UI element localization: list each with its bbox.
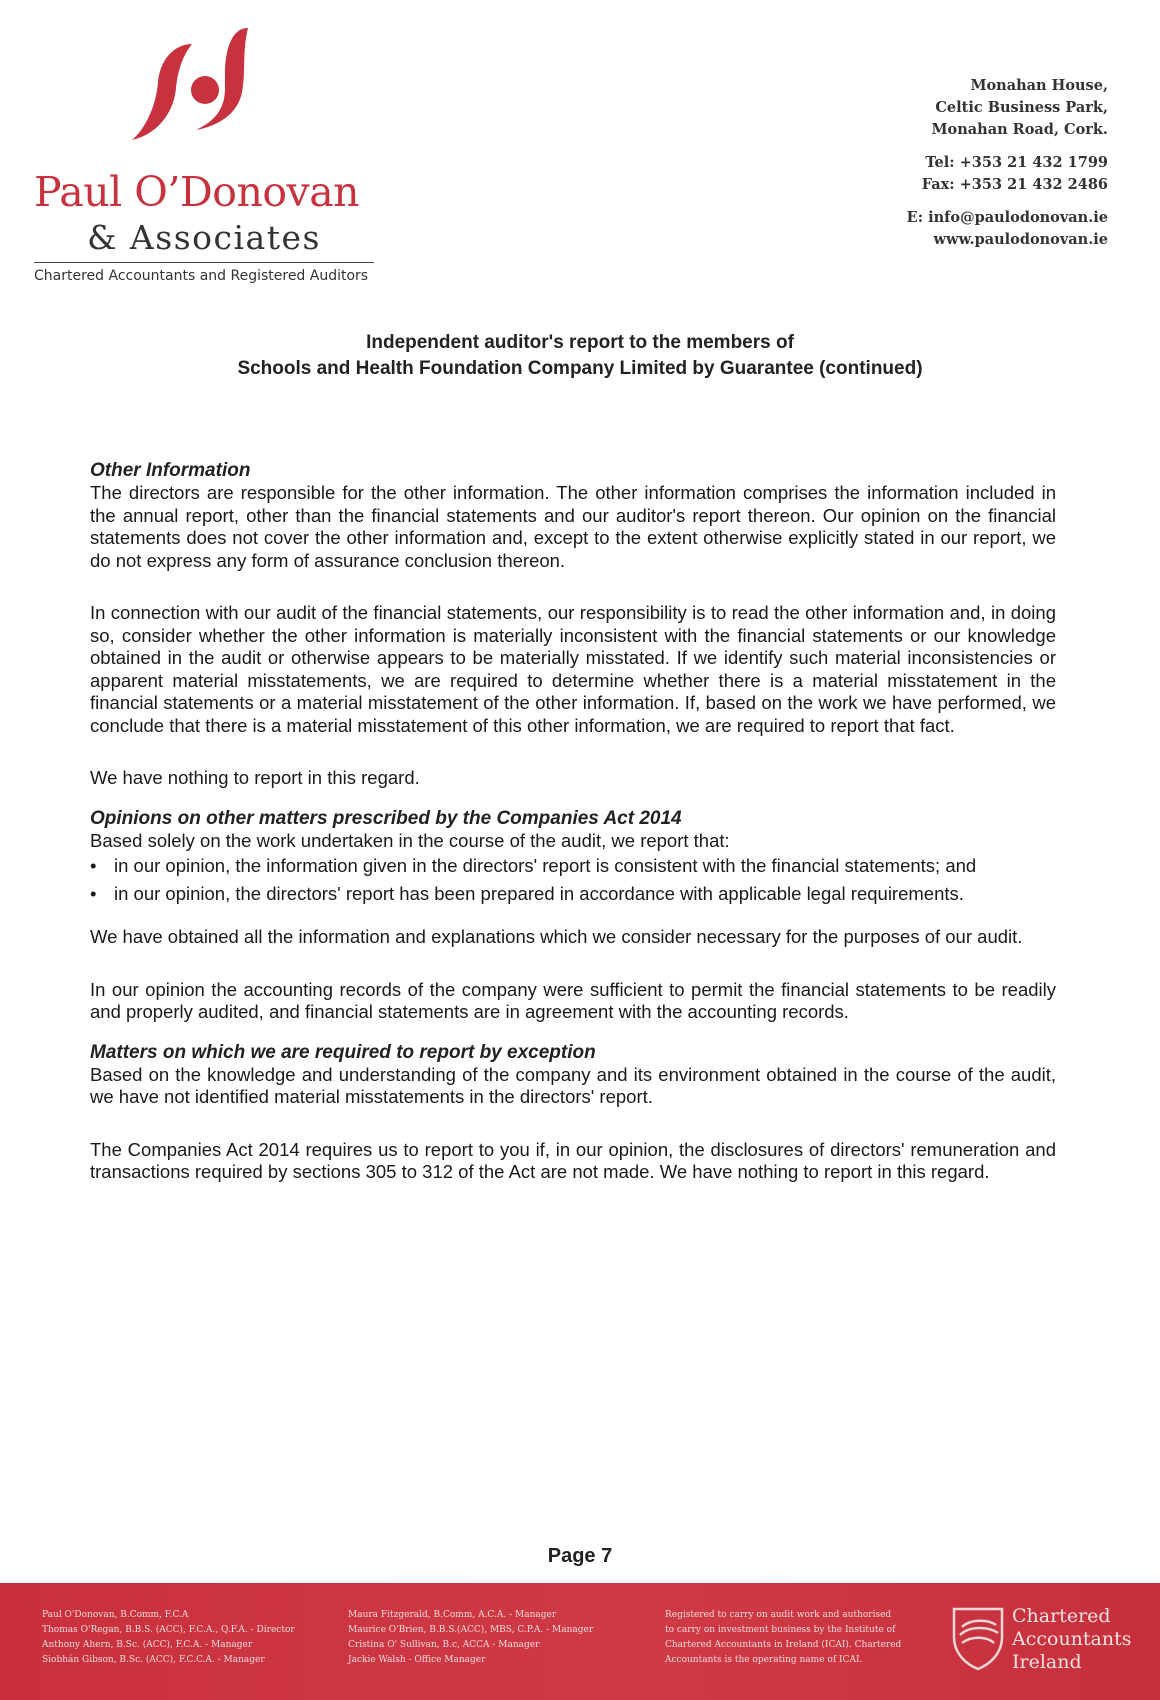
footer-partners-column xyxy=(42,1608,295,1668)
footer-line: Thomas O'Regan, B.B.S. (ACC), F.C.A., Q.F.A. - Director xyxy=(42,1625,295,1635)
footer-line: Siobhán Gibson, B.Sc. (ACC), F.C.C.A. - Manager xyxy=(42,1655,265,1665)
fax: Fax: +353 21 432 2486 xyxy=(921,176,1108,193)
report-body xyxy=(90,460,1056,1184)
heading-other-information: Other Information xyxy=(90,460,251,481)
footer-line: Maura Fitzgerald, B.Comm, A.C.A. - Manager xyxy=(348,1610,557,1620)
footer-line: Anthony Ahern, B.Sc. (ACC), F.C.A. - Manager xyxy=(42,1640,253,1650)
paragraph: In connection with our audit of the financial statements, our responsibility is to read the other information and, in doing so, consider whether the other information is materially inconsistent with the financial statements or our knowledge obtained in the audit or otherwise appears to be materially misstated. If we identify such material inconsistencies or apparent material misstatements, we are required to determine whether there is a material misstatement in the financial statements or a material misstatement of the other information. If, based on the work we have performed, we conclude that there is a material misstatement of this other information, we are required to report that fact. xyxy=(90,602,1056,736)
footer-line: to carry on investment business by the Institute of xyxy=(665,1625,896,1635)
report-title-line-1: Independent auditor's report to the members of xyxy=(366,332,794,353)
firm-subtitle: & Associates xyxy=(87,218,321,257)
footer-line: Accountants is the operating name of ICAI. xyxy=(665,1655,863,1665)
footer-line: Chartered Accountants in Ireland (ICAI). Chartered xyxy=(665,1640,902,1650)
pod-logo-icon xyxy=(130,22,270,162)
page-number: Page 7 xyxy=(547,1545,613,1567)
paragraph: The Companies Act 2014 requires us to report to you if, in our opinion, the disclosures of directors' remuneration and transactions required by sections 305 to 312 of the Act are not made. We have nothing to report in this regard. xyxy=(90,1138,1056,1182)
address-line-3: Monahan Road, Cork. xyxy=(931,121,1108,138)
footer-line: Registered to carry on audit work and authorised xyxy=(665,1610,892,1620)
telephone: Tel: +353 21 432 1799 xyxy=(925,154,1108,171)
footer-line: Maurice O'Brien, B.B.S.(ACC), MBS, C.P.A. - Manager xyxy=(348,1625,594,1635)
footer-line: Jackie Walsh - Office Manager xyxy=(348,1655,486,1665)
heading-matters-by-exception: Matters on which we are required to report by exception xyxy=(90,1041,596,1063)
cai-word: Chartered xyxy=(1012,1605,1111,1627)
paragraph: In our opinion the accounting records of the company were sufficient to permit the financial statements to be readily and properly audited, and financial statements are in agreement with the accounting records. xyxy=(90,978,1056,1022)
firm-tagline: Chartered Accountants and Registered Auditors xyxy=(34,268,369,284)
paragraph: Based solely on the work undertaken in the course of the audit, we report that: xyxy=(90,829,730,851)
footer-managers-column xyxy=(348,1608,593,1668)
email: E: info@paulodonovan.ie xyxy=(906,209,1108,226)
letterhead-divider xyxy=(34,262,374,263)
footer-band xyxy=(0,1583,1160,1700)
cai-word: Ireland xyxy=(1012,1651,1082,1673)
paragraph: We have nothing to report in this regard. xyxy=(90,767,420,788)
footer-line: Cristina O' Sullivan, B.c, ACCA - Manager xyxy=(348,1640,540,1650)
firm-name: Paul O’Donovan xyxy=(34,168,360,216)
cai-logo-text xyxy=(1012,1605,1152,1674)
footer-line: Paul O'Donovan, B.Comm, F.C.A xyxy=(42,1610,189,1620)
opinions-list xyxy=(90,852,1056,908)
paragraph: We have obtained all the information and explanations which we consider necessary for the purposes of our audit. xyxy=(90,926,1023,947)
cai-shield-icon xyxy=(948,1603,1008,1673)
paragraph: Based on the knowledge and understanding of the company and its environment obtained in the course of the audit, we have not identified material misstatements in the directors' report. xyxy=(90,1063,1056,1107)
firm-contact-block xyxy=(848,75,1108,251)
website: www.paulodonovan.ie xyxy=(933,231,1108,248)
heading-opinions-other-matters: Opinions on other matters prescribed by the Companies Act 2014 xyxy=(90,807,682,829)
list-item: • in our opinion, the directors' report has been prepared in accordance with applicable legal requirements. xyxy=(90,883,964,904)
footer-registration-column xyxy=(665,1608,901,1668)
list-item: • in our opinion, the information given in the directors' report is consistent with the financial statements; and xyxy=(90,855,977,876)
address-line-1: Monahan House, xyxy=(970,77,1108,94)
cai-word: Accountants xyxy=(1012,1628,1132,1650)
report-title-line-2: Schools and Health Foundation Company Limited by Guarantee (continued) xyxy=(237,358,923,379)
paragraph: The directors are responsible for the other information. The other information comprises the information included in the annual report, other than the financial statements and our auditor's report thereon. Our opinion on the financial statements does not cover the other information and, except to the extent otherwise explicitly stated in our report, we do not express any form of assurance conclusion thereon. xyxy=(90,482,1056,571)
address-line-2: Celtic Business Park, xyxy=(935,99,1108,116)
